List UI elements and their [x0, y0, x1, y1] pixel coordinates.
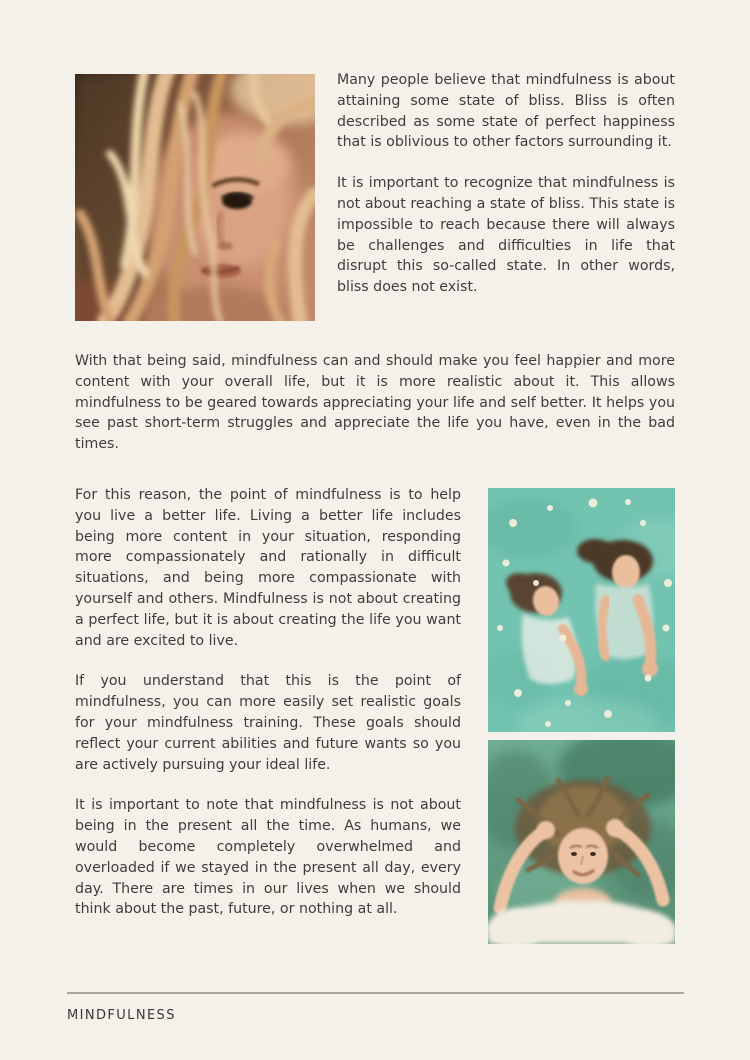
intro-text-column [337, 70, 675, 318]
paragraph-intro-1: Many people believe that mindfulness is about attaining some state of bliss. Bliss is often described as some state of perfect happiness that is oblivious to other factors surrounding it. [337, 72, 675, 151]
footer-divider [67, 992, 684, 994]
body-text-column [75, 485, 461, 940]
paragraph-body-1: For this reason, the point of mindfulness is to help you live a better life. Living a better life includes being more content in your situation, responding more compassionately and rationally in difficult situations, and being more compassionate with yourself and others. Mindfulness is not about creating a perfect life, but it is about creating the life you want and are excited to live. [75, 487, 461, 649]
pool-top-illustration [488, 488, 675, 732]
paragraph-body-3: It is important to note that mindfulness is not about being in the present all the time. As humans, we would become completely overwhelmed and overloaded if we stayed in the present all day, every day. There are times in our lives when we should think about the past, future, or nothing at all. [75, 797, 461, 918]
paragraph-intro-2: It is important to recognize that mindfulness is not about reaching a state of bliss. This state is impossible to reach because there will always be challenges and difficulties in life that disrupt this so-called state. In other words, bliss does not exist. [337, 175, 675, 296]
portrait-photo-illustration [75, 74, 315, 321]
footer-label: MINDFULNESS [67, 1008, 176, 1023]
paragraph-bridge: With that being said, mindfulness can and should make you feel happier and more content with your overall life, but it is more realistic about it. This allows mindfulness to be geared towards appreciating your life and self better. It helps you see past short-term struggles and appreciate the life you have, even in the bad times. [75, 353, 675, 453]
pool-photo-top [488, 488, 675, 732]
paragraph-body-2: If you understand that this is the point of mindfulness, you can more easily set realistic goals for your mindfulness training. These goals should reflect your current abilities and future wants so you are actively pursuing your ideal life. [75, 673, 461, 773]
pool-photo-bottom [488, 740, 675, 944]
bridge-section [75, 351, 675, 475]
pool-photos-column [488, 488, 675, 944]
pool-bottom-illustration [488, 740, 675, 944]
portrait-photo [75, 74, 315, 321]
